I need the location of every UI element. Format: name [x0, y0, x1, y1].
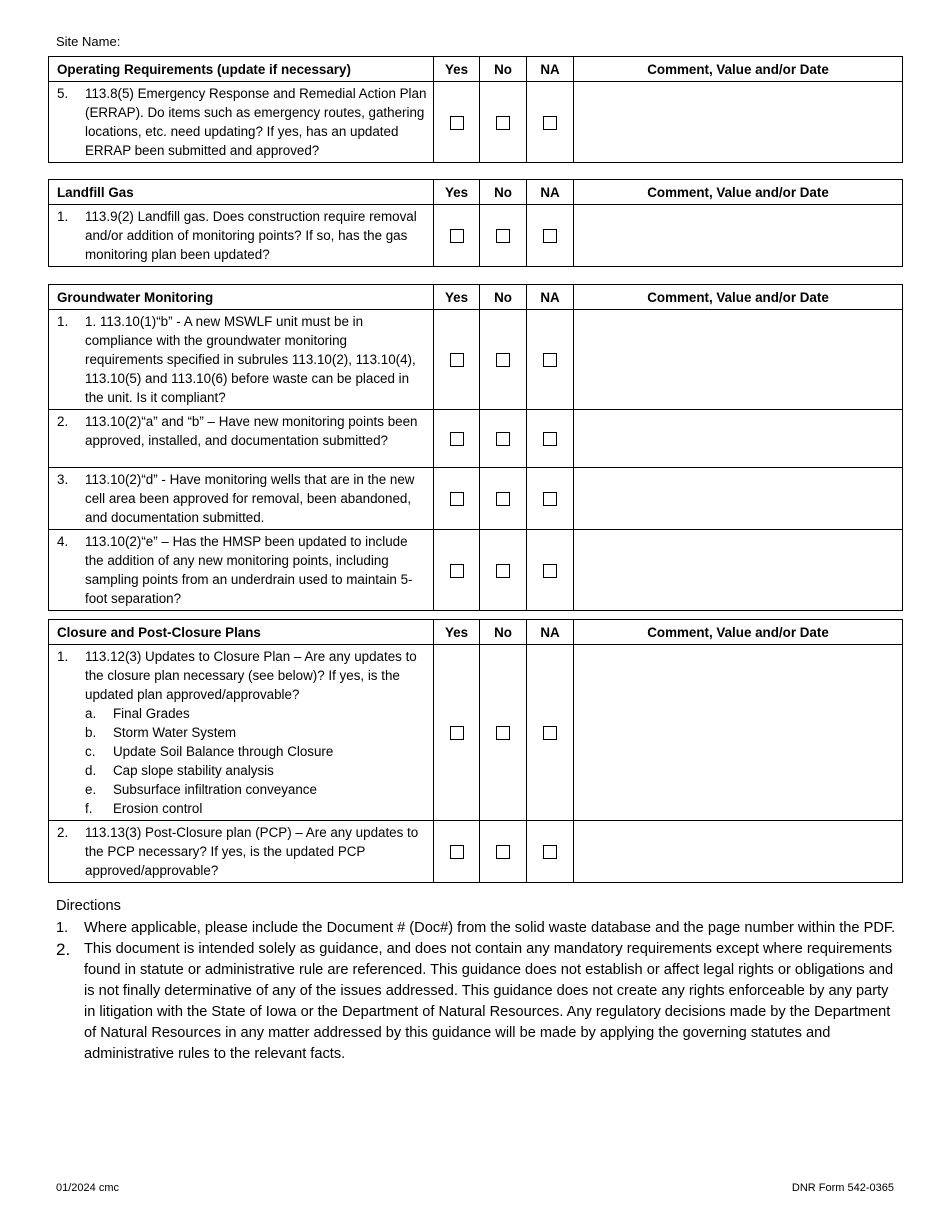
table-row: [49, 821, 903, 883]
comment-field[interactable]: [574, 468, 903, 530]
list-item: [85, 723, 427, 742]
col-na-header: NA: [527, 57, 574, 82]
no-checkbox[interactable]: [496, 492, 510, 506]
direction-number: 1.: [56, 920, 69, 936]
na-checkbox[interactable]: [543, 353, 557, 367]
no-checkbox[interactable]: [496, 845, 510, 859]
item-number: 5.: [57, 86, 69, 101]
item-text: 113.10(2)“a” and “b” – Have new monitoring points been approved, installed, and documentation submitted?: [85, 414, 418, 448]
col-na-header: NA: [527, 620, 574, 645]
closure-plans-table: [48, 619, 903, 883]
subitem-letter: c.: [85, 744, 96, 759]
item-text: 1. 113.10(1)“b” - A new MSWLF unit must be in compliance with the groundwater monitoring requirements specified in subrules 113.10(2), 113.10(4), 113.10(5) and 113.10(6) before waste can be placed in the unit. Is it compliant?: [85, 314, 416, 405]
site-name-label: Site Name:: [56, 34, 121, 49]
subitem-letter: e.: [85, 782, 97, 797]
table-row: [49, 310, 903, 410]
item-text: 113.12(3) Updates to Closure Plan – Are any updates to the closure plan necessary (see below)? If yes, is the updated plan approved/approvable?: [85, 649, 417, 702]
yes-checkbox[interactable]: [450, 492, 464, 506]
no-checkbox[interactable]: [496, 432, 510, 446]
col-na-header: NA: [527, 285, 574, 310]
subitem-letter: f.: [85, 801, 93, 816]
yes-checkbox[interactable]: [450, 432, 464, 446]
comment-field[interactable]: [574, 530, 903, 611]
subitem-text: Storm Water System: [113, 725, 237, 740]
na-checkbox[interactable]: [543, 845, 557, 859]
no-checkbox[interactable]: [496, 564, 510, 578]
col-yes-header: Yes: [434, 180, 480, 205]
direction-number: 2.: [56, 940, 71, 959]
yes-checkbox[interactable]: [450, 229, 464, 243]
yes-checkbox[interactable]: [450, 353, 464, 367]
yes-checkbox[interactable]: [450, 726, 464, 740]
col-no-header: No: [480, 620, 527, 645]
comment-field[interactable]: [574, 205, 903, 267]
yes-checkbox[interactable]: [450, 116, 464, 130]
section-title: Landfill Gas: [49, 180, 434, 205]
comment-field[interactable]: [574, 310, 903, 410]
section-title: Groundwater Monitoring: [49, 285, 434, 310]
na-checkbox[interactable]: [543, 492, 557, 506]
direction-text: This document is intended solely as guidance, and does not contain any mandatory requirements except where requirements found in statute or administrative rule are referenced. This guidance does not establish or affect legal rights or obligations and is not finally determinative of any of the issues addressed. This guidance does not create any rights enforceable by any party in litigation with the State of Iowa or the Department of Natural Resources. Any regulatory decisions made by the Department of Natural Resources in any matter addressed by this guidance will be made by applying the governing statutes and administrative rules to the relevant facts.: [84, 941, 894, 1062]
list-item: [85, 704, 427, 723]
list-item: [85, 742, 427, 761]
col-comment-header: Comment, Value and/or Date: [574, 285, 903, 310]
table-row: [49, 410, 903, 468]
direction-text: Where applicable, please include the Document # (Doc#) from the solid waste database and the page number within the PDF.: [84, 920, 896, 936]
col-comment-header: Comment, Value and/or Date: [574, 57, 903, 82]
item-number: 3.: [57, 472, 69, 487]
item-text: 113.8(5) Emergency Response and Remedial Action Plan (ERRAP). Do items such as emergency routes, gathering locations, etc. need updating? If yes, has an updated ERRAP been submitted and approved?: [85, 86, 427, 158]
na-checkbox[interactable]: [543, 726, 557, 740]
yes-checkbox[interactable]: [450, 564, 464, 578]
list-item: [85, 780, 427, 799]
table-row: [49, 468, 903, 530]
item-number: 4.: [57, 534, 69, 549]
col-yes-header: Yes: [434, 57, 480, 82]
table-row: [49, 645, 903, 821]
subitem-text: Update Soil Balance through Closure: [113, 744, 334, 759]
no-checkbox[interactable]: [496, 353, 510, 367]
list-item: [85, 799, 427, 818]
list-item: [56, 918, 902, 939]
item-number: 1.: [57, 649, 69, 664]
col-na-header: NA: [527, 180, 574, 205]
item-text: 113.10(2)“e” – Has the HMSP been updated to include the addition of any new monitoring points, including sampling points from an underdrain used to maintain 5-foot separation?: [85, 534, 413, 606]
table-row: [49, 205, 903, 267]
na-checkbox[interactable]: [543, 432, 557, 446]
comment-field[interactable]: [574, 645, 903, 821]
col-no-header: No: [480, 285, 527, 310]
comment-field[interactable]: [574, 82, 903, 163]
section-title: Operating Requirements (update if necessary): [49, 57, 434, 82]
yes-checkbox[interactable]: [450, 845, 464, 859]
item-number: 2.: [57, 825, 69, 840]
operating-requirements-table: [48, 56, 903, 163]
col-no-header: No: [480, 180, 527, 205]
na-checkbox[interactable]: [543, 564, 557, 578]
subitem-letter: a.: [85, 706, 97, 721]
item-text: 113.13(3) Post-Closure plan (PCP) – Are any updates to the PCP necessary? If yes, is the updated PCP approved/approvable?: [85, 825, 419, 878]
item-text: 113.9(2) Landfill gas. Does construction require removal and/or addition of monitoring points? If so, has the gas monitoring plan been updated?: [85, 209, 417, 262]
landfill-gas-table: [48, 179, 903, 267]
table-row: [49, 530, 903, 611]
no-checkbox[interactable]: [496, 116, 510, 130]
footer-date: 01/2024 cmc: [56, 1182, 119, 1194]
comment-field[interactable]: [574, 821, 903, 883]
list-item: [85, 761, 427, 780]
item-number: 1.: [57, 314, 69, 329]
groundwater-monitoring-table: [48, 284, 903, 611]
table-row: [49, 82, 903, 163]
subitem-letter: d.: [85, 763, 97, 778]
col-yes-header: Yes: [434, 620, 480, 645]
subitem-text: Cap slope stability analysis: [113, 763, 274, 778]
subitem-text: Final Grades: [113, 706, 190, 721]
col-yes-header: Yes: [434, 285, 480, 310]
no-checkbox[interactable]: [496, 726, 510, 740]
subitem-text: Erosion control: [113, 801, 203, 816]
na-checkbox[interactable]: [543, 229, 557, 243]
na-checkbox[interactable]: [543, 116, 557, 130]
col-comment-header: Comment, Value and/or Date: [574, 620, 903, 645]
subitem-text: Subsurface infiltration conveyance: [113, 782, 317, 797]
col-comment-header: Comment, Value and/or Date: [574, 180, 903, 205]
item-text: 113.10(2)“d” - Have monitoring wells that are in the new cell area been approved for removal, been abandoned, and documentation submitted.: [85, 472, 415, 525]
list-item: [56, 939, 902, 1065]
footer-form-number: DNR Form 542-0365: [791, 1182, 894, 1194]
item-number: 2.: [57, 414, 69, 429]
directions-section: [56, 896, 902, 1065]
item-number: 1.: [57, 209, 69, 224]
col-no-header: No: [480, 57, 527, 82]
section-title: Closure and Post-Closure Plans: [49, 620, 434, 645]
comment-field[interactable]: [574, 410, 903, 468]
subitem-letter: b.: [85, 725, 97, 740]
directions-heading: Directions: [56, 898, 121, 914]
no-checkbox[interactable]: [496, 229, 510, 243]
